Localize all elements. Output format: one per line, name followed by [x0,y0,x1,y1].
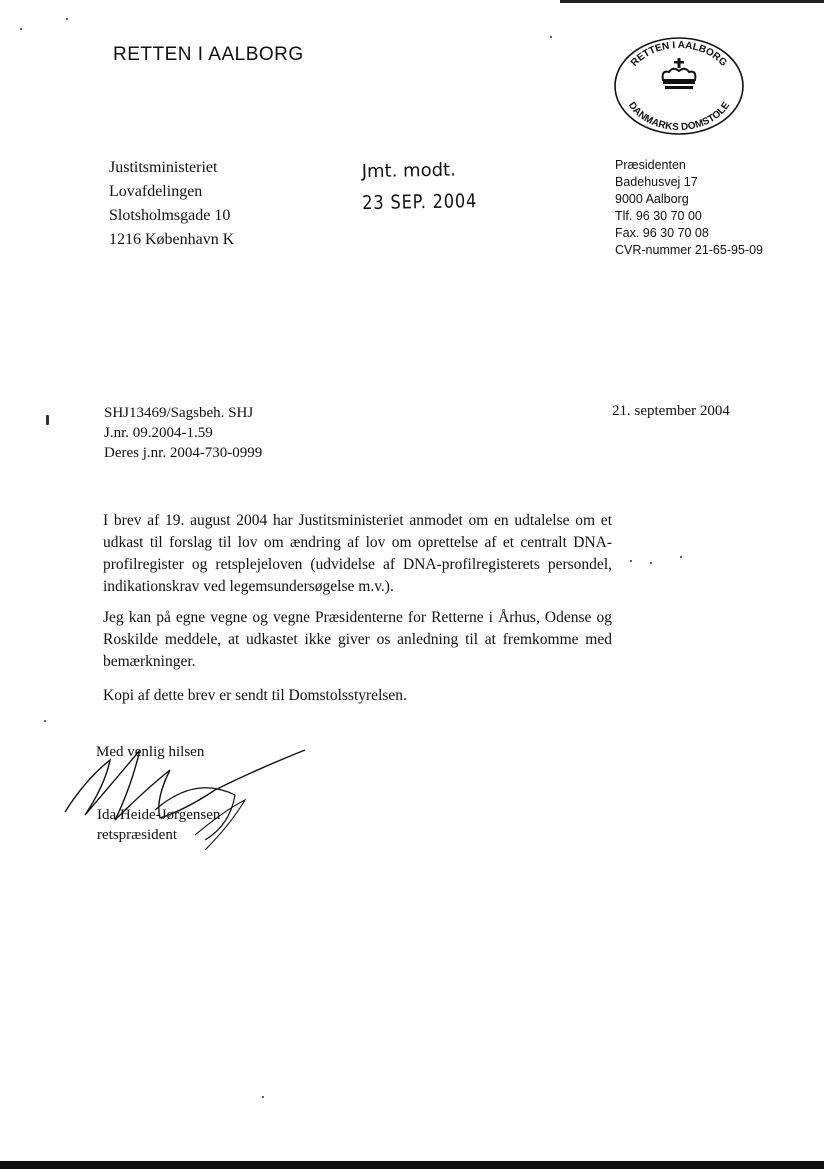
signer-title: retspræsident [97,827,177,843]
scan-speck [46,415,49,425]
journal-number: J.nr. 09.2004-1.59 [104,425,213,441]
recipient-line: Lovafdelingen [109,183,203,200]
court-seal [613,36,745,136]
recipient-address [109,156,234,252]
reference-block [104,403,262,463]
letter-date: 21. september 2004 [612,403,730,419]
scan-speck [66,18,68,20]
signer-name: Ida Heide-Jørgensen [97,807,221,823]
scan-edge [560,0,824,3]
recipient-line: Justitsministeriet [109,159,218,176]
scan-speck [262,1096,264,1098]
stamp-date: 23 SEP. 2004 [362,190,478,215]
seal-top-text: RETTEN I AALBORG [629,39,729,69]
scan-speck [630,560,632,562]
case-reference: SHJ13469/Sagsbeh. SHJ [104,405,254,421]
recipient-line: Slotsholmsgade 10 [109,207,231,224]
scan-speck [680,556,682,558]
body-paragraph-1: I brev af 19. august 2004 har Justitsministeriet anmodet om en udtalelse om et udkast til forslag til lov om ændring af lov om oprettelse af et centralt DNA-profilregister og retsplejeloven (udvidelse af DNA-profilregisterets persondel, indikationskrav ved legemsundersøgelse m.v.). [103,512,612,595]
scan-speck [650,562,652,564]
sender-cvr: CVR-nummer 21-65-95-09 [615,243,763,257]
sender-city: 9000 Aalborg [615,192,689,206]
received-stamp [362,159,498,214]
crown-icon [663,58,696,89]
sender-address [615,157,763,259]
body-paragraph-3: Kopi af dette brev er sendt til Domstolsstyrelsen. [103,687,407,704]
your-journal-number: Deres j.nr. 2004-730-0999 [104,445,263,461]
court-name: RETTEN I AALBORG [113,44,304,65]
seal-bottom-text: DANMARKS DOMSTOLE [625,100,733,134]
sender-phone: Tlf. 96 30 70 00 [615,209,702,223]
svg-text:DANMARKS DOMSTOLE [626,100,733,133]
handwritten-signature [55,740,325,850]
sender-fax: Fax. 96 30 70 08 [615,226,709,240]
scan-speck [44,720,46,722]
closing-salutation: Med venlig hilsen [96,744,205,760]
sender-title: Præsidenten [615,158,686,172]
recipient-line: 1216 København K [109,231,235,248]
body-paragraph-2: Jeg kan på egne vegne og vegne Præsidenterne for Retterne i Århus, Odense og Roskilde meddele, at udkastet ikke giver os anledning til at fremkomme med bemærkninger. [103,609,612,670]
scan-speck [20,28,22,30]
stamp-label: Jmt. modt. [361,159,457,183]
scan-bottom-edge [0,1161,824,1169]
sender-street: Badehusvej 17 [615,175,698,189]
scan-speck [550,36,552,38]
